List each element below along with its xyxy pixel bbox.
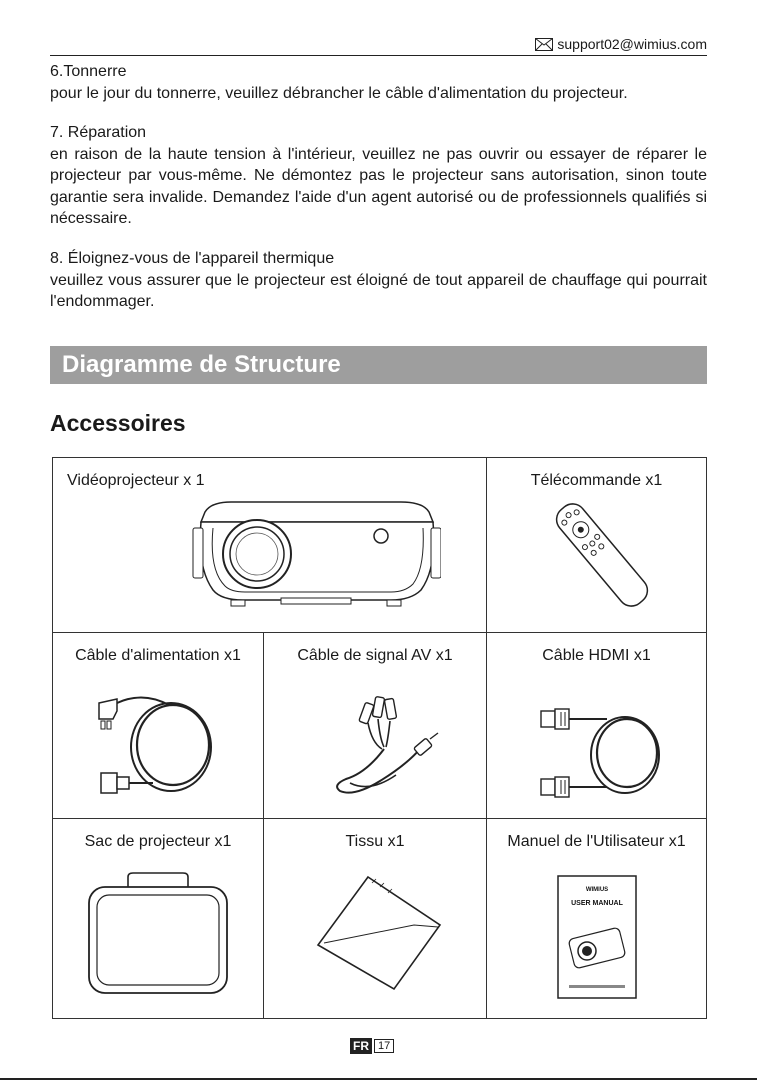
hdmi-cable-icon — [537, 703, 667, 803]
item-label: Tissu x1 — [345, 833, 405, 850]
item-label: Câble de signal AV x1 — [297, 647, 453, 664]
projector-icon — [191, 498, 441, 610]
cell-hdmi-cable — [487, 633, 706, 818]
item-label: Câble HDMI x1 — [542, 647, 651, 664]
section-thermique — [50, 248, 707, 313]
section-title: 8. Éloignez-vous de l'appareil thermique — [50, 250, 335, 267]
cell-cloth — [264, 819, 486, 1018]
accessories-title: Accessoires — [50, 410, 186, 436]
bottom-rule — [0, 1078, 757, 1080]
item-label: Câble d'alimentation x1 — [75, 647, 241, 664]
section-reparation — [50, 122, 707, 230]
section-body: pour le jour du tonnerre, veuillez débrancher le câble d'alimentation du projecteur. — [50, 84, 628, 102]
header-rule — [50, 55, 707, 56]
header-email — [535, 36, 707, 52]
item-label: Vidéoprojecteur x 1 — [67, 472, 205, 489]
structure-banner: Diagramme de Structure — [50, 346, 707, 384]
item-label: Manuel de l'Utilisateur x1 — [507, 833, 686, 850]
envelope-icon — [535, 38, 553, 51]
section-tonnerre — [50, 61, 707, 104]
accessories-grid — [52, 457, 707, 1019]
section-title: 6.Tonnerre — [50, 63, 127, 80]
av-cable-icon — [320, 693, 450, 803]
user-manual-image — [557, 875, 637, 999]
cell-projector — [53, 458, 486, 632]
section-body: veuillez vous assurer que le projecteur est éloigné de tout appareil de chauffage qui pourrait l'endommager. — [50, 271, 707, 310]
power-cable-icon — [93, 685, 223, 805]
cell-manual — [487, 819, 706, 1018]
page-footer — [350, 1038, 394, 1054]
manual-title-text: USER MANUAL — [571, 900, 623, 907]
cleaning-cloth-icon — [314, 873, 444, 993]
manual-brand-text: WIMIUS — [585, 887, 609, 893]
page-number: 17 — [374, 1039, 394, 1053]
cell-av-cable — [264, 633, 486, 818]
section-body: en raison de la haute tension à l'intérieur, veuillez ne pas ouvrir ou essayer de réparer le projecteur par vous-même. Ne démontez pas le projecteur sans autorisation, sinon toute garantie sera invalide. Demandez l'aide d'un agent autorisé ou de professionnels qualifiés si nécessaire. — [50, 145, 707, 227]
projector-bag-icon — [83, 869, 233, 999]
email-text: support02@wimius.com — [557, 36, 707, 52]
item-label: Sac de projecteur x1 — [84, 833, 232, 850]
language-badge: FR — [350, 1038, 372, 1054]
cell-bag — [53, 819, 263, 1018]
section-title: 7. Réparation — [50, 124, 147, 141]
cell-power-cable — [53, 633, 263, 818]
remote-control-icon — [547, 500, 657, 610]
cell-remote — [487, 458, 706, 632]
item-label: Télécommande x1 — [530, 472, 663, 489]
